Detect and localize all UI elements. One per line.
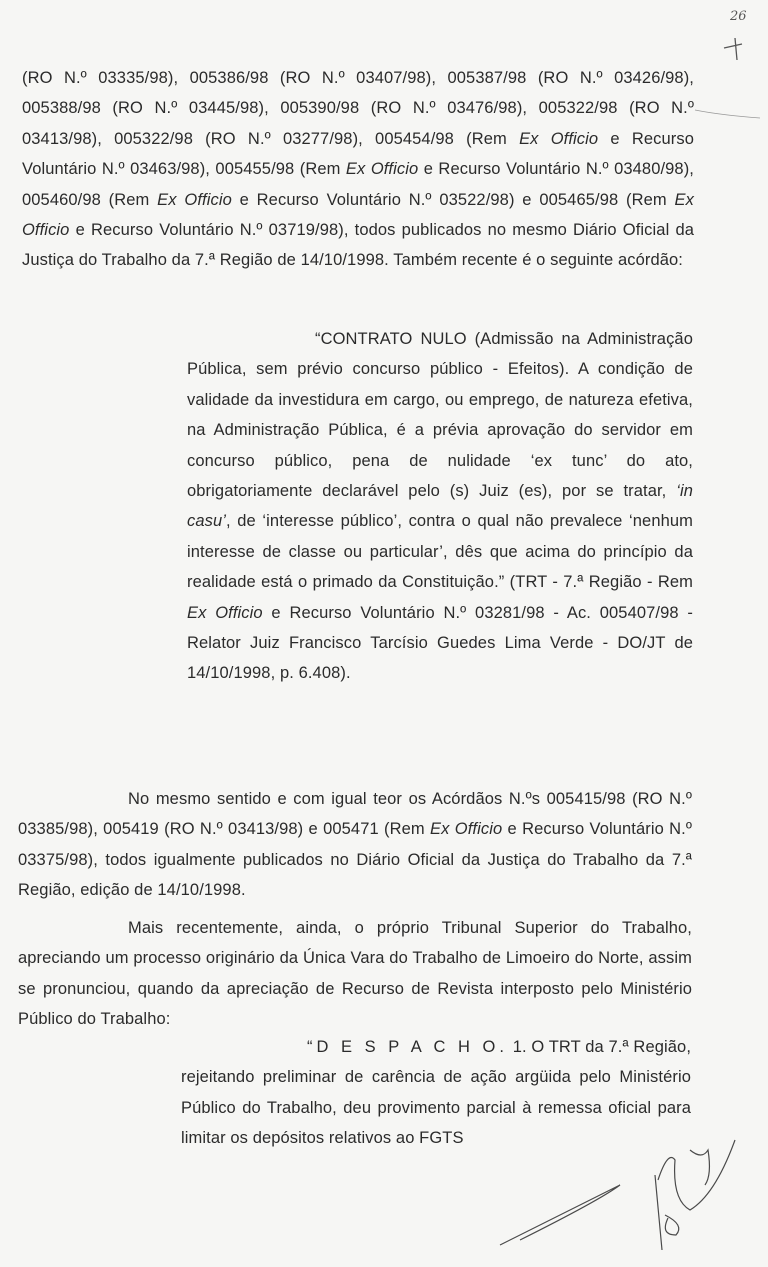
paragraph-same-sense: No mesmo sentido e com igual teor os Acórdãos N.ºs 005415/98 (RO N.º 03385/98), 005419 (RO N.º 03413/98) e 005471 (Rem Ex Officio e Recurso Voluntário N.º 03375/98), todos igualmente publicados no Diário Oficial da Justiça do Trabalho da 7.ª Região, edição de 14/10/1998.	[18, 790, 692, 900]
paragraph-tst: Mais recentemente, ainda, o próprio Tribunal Superior do Trabalho, apreciando um processo originário da Única Vara do Trabalho de Limoeiro do Norte, assim se pronunciou, quando da apreciação de Recurso de Revista interposto pelo Ministério Público do Trabalho:	[18, 919, 692, 1029]
signature	[500, 1140, 735, 1250]
page-number-mark: 26	[730, 9, 747, 24]
quote-despacho: “D E S P A C H O. 1. O TRT da 7.ª Região, rejeitando preliminar de carência de ação argüida pelo Ministério Público do Trabalho, deu provimento parcial à remessa oficial para limitar os depósitos relativos ao FGTS	[181, 1038, 692, 1148]
paragraph-acordaos-list: (RO N.º 03335/98), 005386/98 (RO N.º 03407/98), 005387/98 (RO N.º 03426/98), 005388/98 (RO N.º 03445/98), 005390/98 (RO N.º 03476/98), 005322/98 (RO N.º 03413/98), 005322/98 (RO N.º 03277/98), 005454/98 (Rem Ex Officio e Recurso Voluntário N.º 03463/98), 005455/98 (Rem Ex Officio e Recurso Voluntário N.º 03480/98), 005460/98 (Rem Ex Officio e Recurso Voluntário N.º 03522/98) e 005465/98 (Rem Ex Officio e Recurso Voluntário N.º 03719/98), todos publicados no mesmo Diário Oficial da Justiça do Trabalho da 7.ª Região de 14/10/1998. Também recente é o seguinte acórdão:	[22, 69, 694, 270]
initial-mark	[724, 38, 742, 60]
stray-line	[695, 110, 760, 118]
quote-contrato-nulo: “CONTRATO NULO (Admissão na Administração Pública, sem prévio concurso público - Efeitos). A condição de validade da investidura em cargo, ou emprego, de natureza efetiva, na Administração Pública, é a prévia aprovação do servidor em concurso público, pena de nulidade ‘ex tunc’ do ato, obrigatoriamente declarável pelo (s) Juiz (es), por se tratar, ‘in casu’, de ‘interesse público’, contra o qual não prevalece ‘nenhum interesse de classe ou particular’, dês que acima do princípio da realidade está o primado da Constituição.” (TRT - 7.ª Região - Rem Ex Officio e Recurso Voluntário N.º 03281/98 - Ac. 005407/98 - Relator Juiz Francisco Tarcísio Guedes Lima Verde - DO/JT de 14/10/1998, p. 6.408).	[187, 330, 693, 683]
